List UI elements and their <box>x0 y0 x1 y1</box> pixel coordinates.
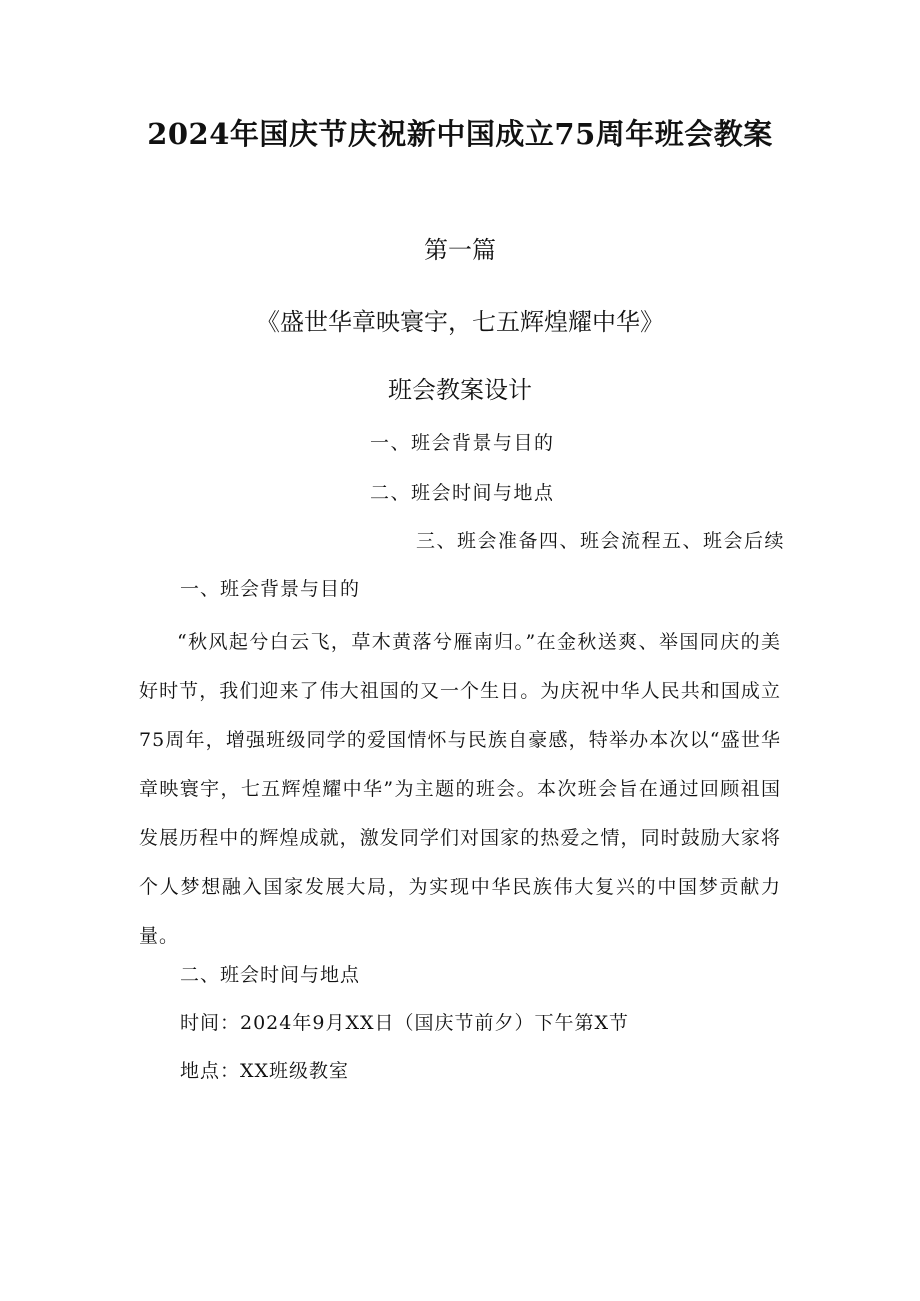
design-heading: 班会教案设计 <box>388 376 532 404</box>
toc-item-time-place: 二、班会时间与地点 <box>370 482 555 504</box>
toc-item-preparation-process-followup: 三、班会准备四、班会流程五、班会后续 <box>416 530 786 552</box>
toc-item-background: 一、班会背景与目的 <box>370 432 555 454</box>
document-title: 2024年国庆节庆祝新中国成立75周年班会教案 <box>147 117 773 151</box>
section-heading-background: 一、班会背景与目的 <box>180 578 361 600</box>
background-paragraph: “秋风起兮白云飞，草木黄落兮雁南归。”在金秋送爽、举国同庆的美好时节，我们迎来了伟大祖国的又一个生日。为庆祝中华人民共和国成立75周年，增强班级同学的爱国情怀与民族自豪感，特举办本次以“盛世华章映寰宇，七五辉煌耀中华”为主题的班会。本次班会旨在通过回顾祖国发展历程中的辉煌成就，激发同学们对国家的热爱之情，同时鼓励大家将个人梦想融入国家发展大局，为实现中华民族伟大复兴的中国梦贡献力量。 <box>139 631 781 947</box>
meeting-place: 地点：XX班级教室 <box>180 1060 350 1082</box>
lesson-subtitle: 《盛世华章映寰宇，七五辉煌耀中华》 <box>256 308 664 336</box>
meeting-time: 时间：2024年9月XX日（国庆节前夕）下午第X节 <box>180 1012 630 1034</box>
part-label: 第一篇 <box>424 236 496 264</box>
section-heading-time-place: 二、班会时间与地点 <box>180 964 361 986</box>
